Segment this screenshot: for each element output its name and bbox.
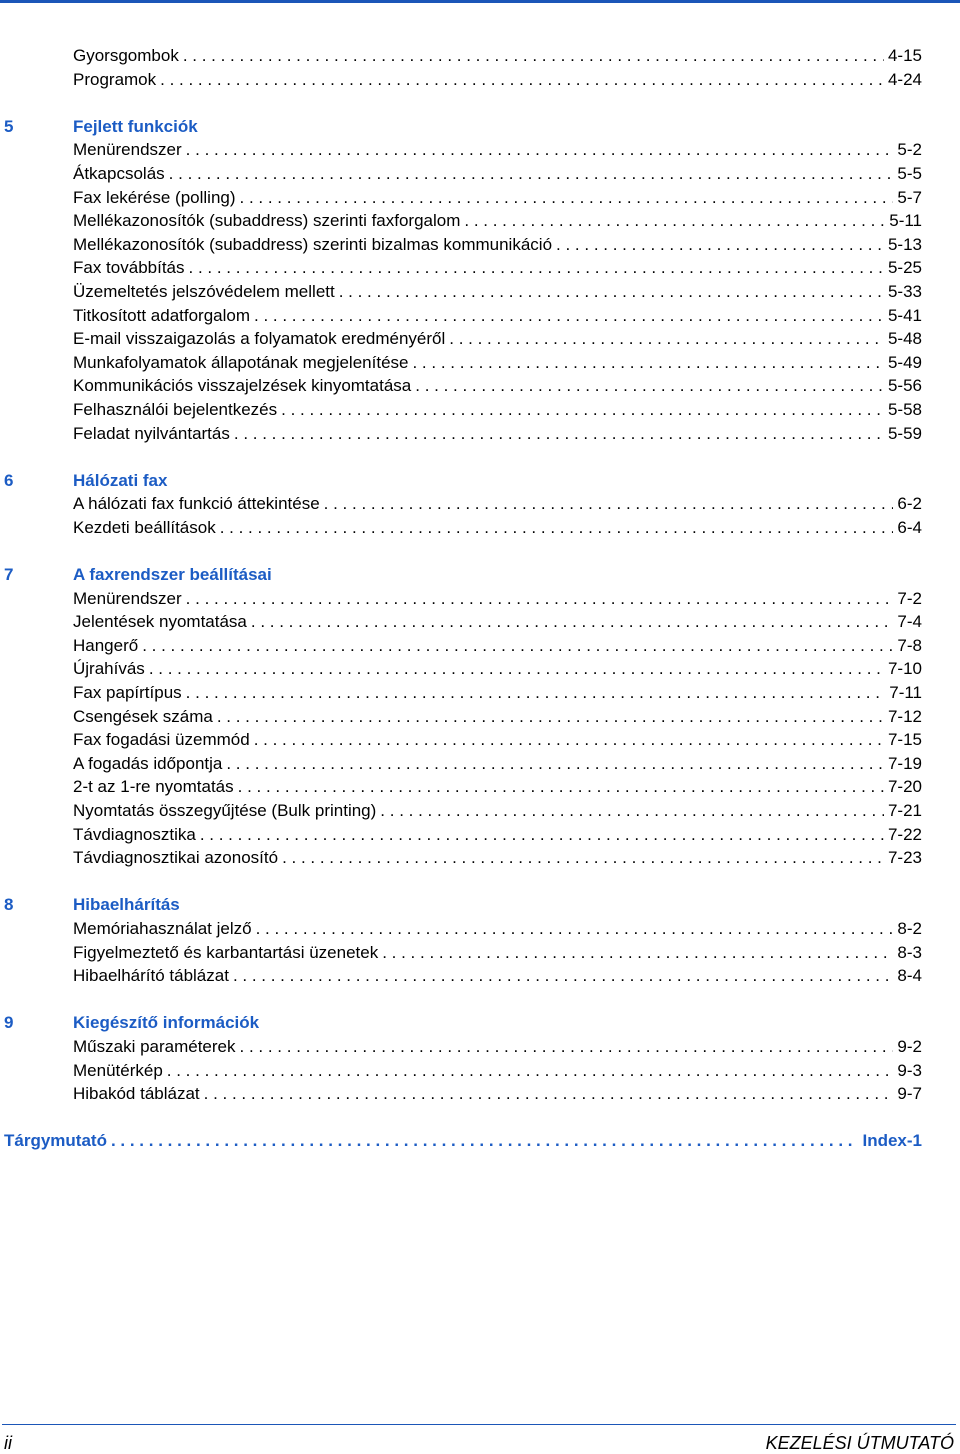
dot-leader <box>412 351 883 375</box>
dot-leader <box>204 1082 894 1106</box>
entry-title: Nyomtatás összegyűjtése (Bulk printing) <box>73 801 377 820</box>
entry-title: A fogadás időpontja <box>73 753 223 773</box>
entry-title: Mellékazonosítók (subaddress) szerinti bizalmas kommunikáció <box>73 234 553 254</box>
dot-leader <box>149 657 884 681</box>
page-number: 9-3 <box>897 1060 922 1080</box>
footer-page-number: ii <box>4 1433 12 1453</box>
page-number: 8-3 <box>897 942 922 962</box>
footer-rule <box>2 1424 956 1425</box>
entry-title: Tárgymutató <box>4 1131 107 1151</box>
entry-title: A faxrendszer beállításai <box>73 565 272 585</box>
page-number: 5-25 <box>887 258 922 278</box>
entry-title: Kiegészítő információk <box>73 1013 260 1033</box>
toc-entry[interactable] <box>0 280 922 304</box>
toc-entry[interactable] <box>0 44 922 68</box>
dot-leader <box>226 752 884 776</box>
toc-entry[interactable] <box>0 304 922 328</box>
dot-leader <box>111 1129 859 1153</box>
page-number: 5-11 <box>889 211 922 231</box>
toc-entry[interactable] <box>0 233 922 257</box>
chapter-heading[interactable] <box>0 1011 922 1035</box>
page-number: 9-7 <box>897 1084 922 1104</box>
entry-title: Memóriahasználat jelző <box>73 918 252 938</box>
toc-entry[interactable] <box>0 634 922 658</box>
dot-leader <box>380 799 884 823</box>
toc-entry[interactable] <box>0 917 922 941</box>
entry-title: Figyelmeztető és karbantartási üzenetek <box>73 942 379 962</box>
page-number: 5-2 <box>897 140 922 160</box>
dot-leader <box>233 964 893 988</box>
page-number: 5-56 <box>887 376 922 396</box>
footer-manual-title: KEZELÉSI ÚTMUTATÓ <box>765 1433 954 1453</box>
page-number: 7-8 <box>897 635 922 655</box>
page-number: 5-49 <box>887 352 922 372</box>
page-number: 7-22 <box>887 824 922 844</box>
toc-entry[interactable] <box>0 138 922 162</box>
dot-leader <box>217 705 884 729</box>
page-number: 7-12 <box>887 706 922 726</box>
entry-title: A hálózati fax funkció áttekintése <box>73 494 320 514</box>
dot-leader <box>186 681 886 705</box>
chapter-number: 8 <box>4 895 14 915</box>
dot-leader <box>189 256 884 280</box>
dot-leader <box>240 1035 894 1059</box>
dot-leader <box>183 44 884 68</box>
toc-entry[interactable] <box>0 799 922 823</box>
toc-entry[interactable] <box>0 775 922 799</box>
dot-leader <box>240 186 894 210</box>
dot-leader <box>282 846 884 870</box>
entry-title: Jelentések nyomtatása <box>73 612 247 632</box>
page-number: 7-4 <box>897 612 922 632</box>
table-of-contents <box>0 44 922 1153</box>
entry-title: Gyorsgombok <box>73 46 179 65</box>
toc-entry[interactable] <box>0 587 922 611</box>
page-number: 7-10 <box>887 659 922 679</box>
toc-entry[interactable] <box>0 728 922 752</box>
toc-entry[interactable] <box>0 398 922 422</box>
page-number: 5-33 <box>887 281 922 301</box>
page-number: 4-15 <box>887 46 922 65</box>
toc-entry[interactable] <box>0 681 922 705</box>
page-number: 7-20 <box>887 777 922 797</box>
page-number: 9-2 <box>897 1036 922 1056</box>
entry-title: Hálózati fax <box>73 470 168 490</box>
toc-entry[interactable] <box>0 492 922 516</box>
entry-title: Menürendszer <box>73 140 182 160</box>
page-number: 5-5 <box>897 163 922 183</box>
dot-leader <box>200 823 884 847</box>
dot-leader <box>169 162 894 186</box>
toc-entry[interactable] <box>0 351 922 375</box>
chapter-number: 7 <box>4 565 14 585</box>
page-number: 7-15 <box>887 730 922 750</box>
dot-leader <box>382 941 893 965</box>
entry-title: Felhasználói bejelentkezés <box>73 399 278 419</box>
dot-leader <box>220 516 894 540</box>
dot-leader <box>281 398 884 422</box>
page-number: 7-11 <box>889 683 922 703</box>
chapter-heading[interactable] <box>0 469 922 493</box>
entry-title: Hibakód táblázat <box>73 1084 200 1104</box>
entry-title: Kezdeti beállítások <box>73 517 216 537</box>
toc-entry[interactable] <box>0 610 922 634</box>
entry-title: Hibaelhárítás <box>73 895 180 915</box>
chapter-number: 6 <box>4 470 14 490</box>
entry-title: Mellékazonosítók (subaddress) szerinti faxforgalom <box>73 211 461 231</box>
dot-leader <box>186 138 894 162</box>
chapter-number: 5 <box>4 116 14 136</box>
entry-title: Távdiagnosztika <box>73 824 196 844</box>
page-number: 7-23 <box>887 848 922 868</box>
entry-title: Hibaelhárító táblázat <box>73 966 229 986</box>
toc-entry[interactable] <box>0 964 922 988</box>
dot-leader <box>160 68 884 92</box>
chapter-heading[interactable] <box>0 893 922 917</box>
toc-entry[interactable] <box>0 516 922 540</box>
dot-leader <box>324 492 894 516</box>
page-number: 7-2 <box>897 588 922 608</box>
dot-leader <box>234 422 884 446</box>
page-number: 5-59 <box>887 423 922 443</box>
dot-leader <box>556 233 884 257</box>
entry-title: Kommunikációs visszajelzések kinyomtatása <box>73 376 412 396</box>
chapter-heading[interactable] <box>0 115 922 139</box>
entry-title: Fejlett funkciók <box>73 116 198 136</box>
page-number: Index-1 <box>862 1131 922 1151</box>
toc-entry[interactable] <box>0 752 922 776</box>
entry-title: Fax papírtípus <box>73 683 182 703</box>
dot-leader <box>415 374 884 398</box>
toc-entry[interactable] <box>0 823 922 847</box>
toc-entry[interactable] <box>0 846 922 870</box>
top-rule <box>0 0 960 3</box>
entry-title: Csengések száma <box>73 706 213 726</box>
page-number: 7-19 <box>887 753 922 773</box>
toc-entry[interactable] <box>0 657 922 681</box>
dot-leader <box>238 775 884 799</box>
entry-title: Fax továbbítás <box>73 258 185 278</box>
index-entry[interactable] <box>0 1129 922 1153</box>
dot-leader <box>254 304 884 328</box>
toc-entry[interactable] <box>0 705 922 729</box>
entry-title: Titkosított adatforgalom <box>73 305 251 325</box>
entry-title: Hangerő <box>73 635 139 655</box>
toc-entry[interactable] <box>0 1059 922 1083</box>
page-number: 6-2 <box>897 494 922 514</box>
entry-title: Munkafolyamatok állapotának megjelenítése <box>73 352 409 372</box>
entry-title: Fax fogadási üzemmód <box>73 730 250 750</box>
entry-title: 2-t az 1-re nyomtatás <box>73 777 234 797</box>
toc-entry[interactable] <box>0 209 922 233</box>
dot-leader <box>254 728 884 752</box>
entry-title: Programok <box>73 69 157 89</box>
entry-title: Menürendszer <box>73 588 182 608</box>
page-number: 5-41 <box>887 305 922 325</box>
dot-leader <box>464 209 885 233</box>
page-number: 6-4 <box>897 517 922 537</box>
dot-leader <box>186 587 894 611</box>
entry-title: Újrahívás <box>73 659 145 679</box>
dot-leader <box>256 917 894 941</box>
toc-entry[interactable] <box>0 374 922 398</box>
dot-leader <box>449 327 884 351</box>
entry-title: Távdiagnosztikai azonosító <box>73 848 279 868</box>
toc-entry[interactable] <box>0 256 922 280</box>
page-number: 5-58 <box>887 399 922 419</box>
toc-entry[interactable] <box>0 1035 922 1059</box>
dot-leader <box>142 634 893 658</box>
toc-entry[interactable] <box>0 68 922 92</box>
entry-title: E-mail visszaigazolás a folyamatok eredményéről <box>73 329 446 349</box>
page-number: 4-24 <box>887 69 922 89</box>
toc-entry[interactable] <box>0 1082 922 1106</box>
page-number: 5-48 <box>887 329 922 349</box>
page-number: 5-7 <box>897 187 922 207</box>
page-number: 8-2 <box>897 918 922 938</box>
entry-title: Üzemeltetés jelszóvédelem mellett <box>73 281 335 301</box>
chapter-number: 9 <box>4 1013 14 1033</box>
dot-leader <box>339 280 884 304</box>
entry-title: Feladat nyilvántartás <box>73 423 230 443</box>
toc-entry[interactable] <box>0 941 922 965</box>
page-number: 8-4 <box>897 966 922 986</box>
entry-title: Műszaki paraméterek <box>73 1036 236 1056</box>
page-number: 7-21 <box>887 801 922 820</box>
entry-title: Fax lekérése (polling) <box>73 187 236 207</box>
dot-leader <box>167 1059 894 1083</box>
toc-entry[interactable] <box>0 186 922 210</box>
entry-title: Menütérkép <box>73 1060 163 1080</box>
toc-entry[interactable] <box>0 162 922 186</box>
page-number: 5-13 <box>887 234 922 254</box>
toc-entry[interactable] <box>0 422 922 446</box>
toc-entry[interactable] <box>0 327 922 351</box>
chapter-heading[interactable] <box>0 563 922 587</box>
entry-title: Átkapcsolás <box>73 163 165 183</box>
dot-leader <box>251 610 894 634</box>
